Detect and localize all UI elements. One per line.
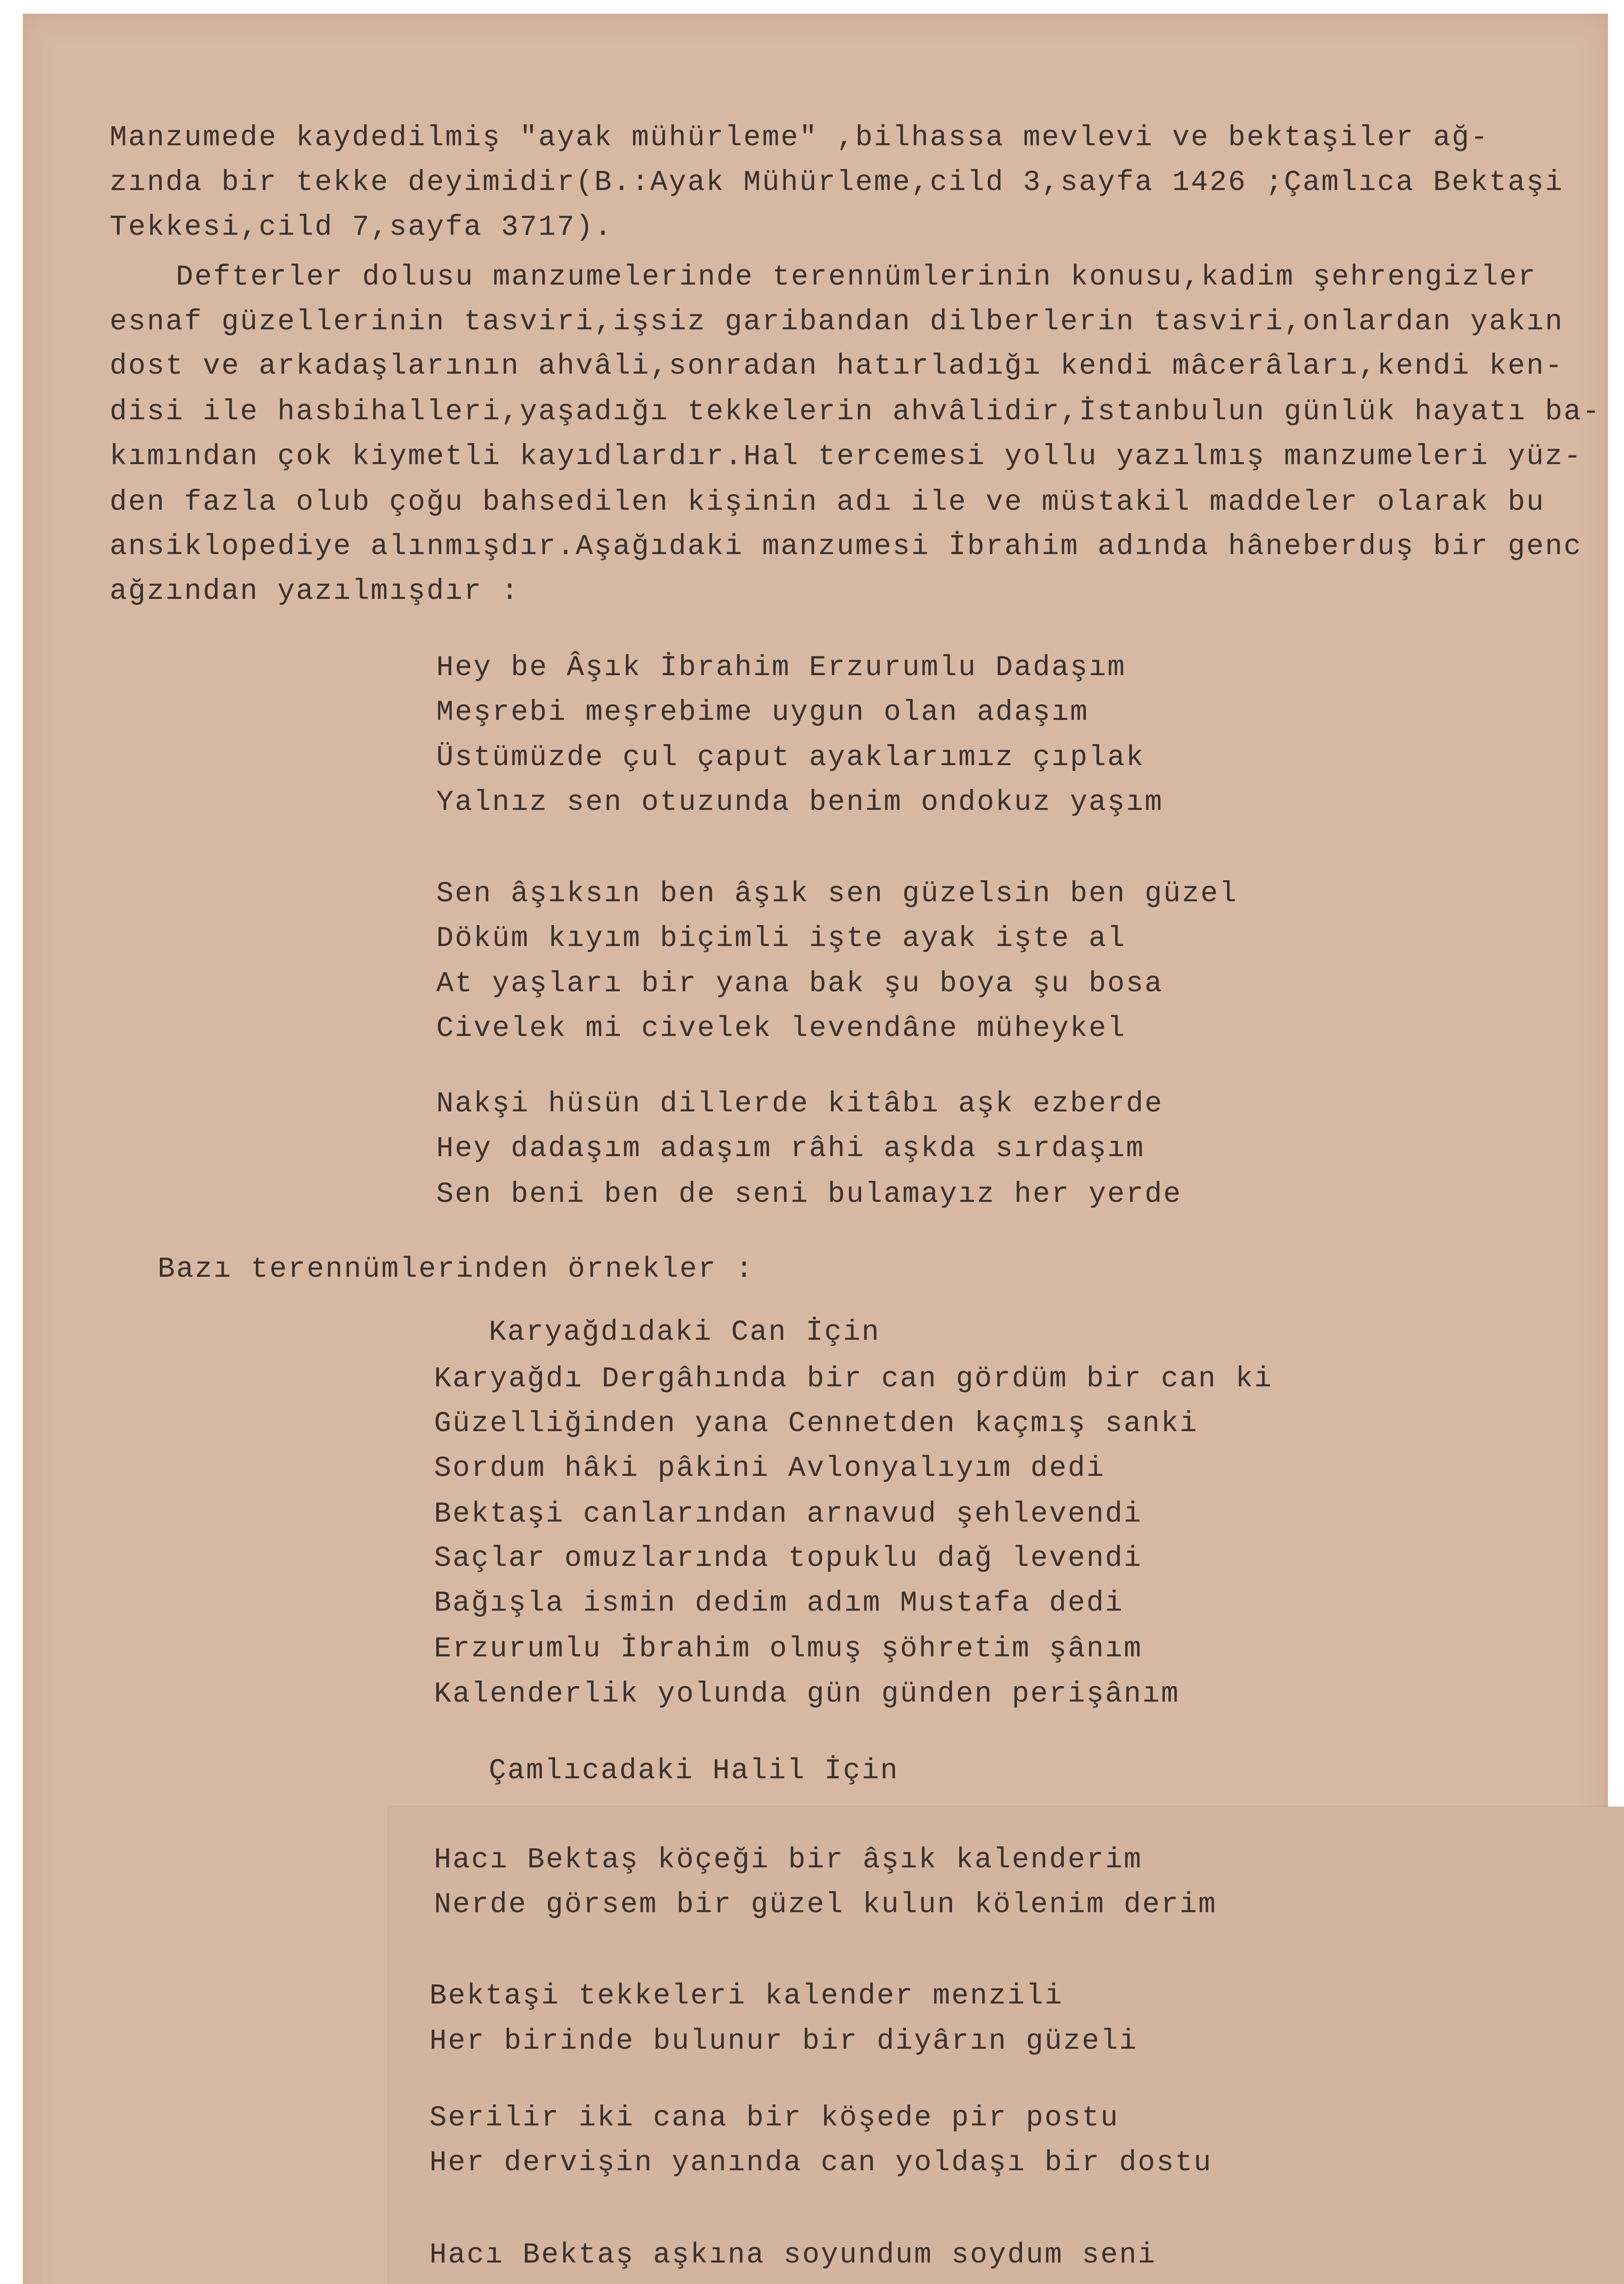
intro-line: esnaf güzellerinin tasviri,işsiz garibandan dilberlerin tasviri,onlardan yakın xyxy=(110,306,1564,338)
poem-line: Döküm kıyım biçimli işte ayak işte al xyxy=(436,922,1126,955)
intro-line: Manzumede kaydedilmiş "ayak mühürleme" ,bilhassa mevlevi ve bektaşiler ağ- xyxy=(110,122,1489,154)
poem-line: Hacı Bektaş aşkına soyundum soydum seni xyxy=(429,2239,1157,2271)
intro-line: dost ve arkadaşlarının ahvâli,sonradan hatırladığı kendi mâcerâları,kendi ken- xyxy=(110,350,1564,382)
poem-line: Bağışla ismin dedim adım Mustafa dedi xyxy=(434,1587,1124,1619)
section-title: Karyağdıdaki Can İçin xyxy=(489,1316,880,1348)
poem-line: Saçlar omuzlarında topuklu dağ levendi xyxy=(434,1542,1143,1575)
poem-line: Hey be Âşık İbrahim Erzurumlu Dadaşım xyxy=(436,651,1126,684)
intro-line: Tekkesi,cild 7,sayfa 3717). xyxy=(110,211,613,243)
poem-line: Kalenderlik yolunda gün günden perişânım xyxy=(434,1678,1180,1710)
intro-line: ansiklopediye alınmışdır.Aşağıdaki manzumesi İbrahim adında hâneberduş bir genc xyxy=(110,530,1582,563)
poem-line: Yalnız sen otuzunda benim ondokuz yaşım xyxy=(436,786,1164,819)
section-title: Çamlıcadaki Halil İçin xyxy=(489,1755,899,1787)
intro-line: kımından çok kiymetli kayıdlardır.Hal tercemesi yollu yazılmış manzumeleri yüz- xyxy=(110,440,1582,473)
poem-line: Erzurumlu İbrahim olmuş şöhretim şânım xyxy=(434,1633,1143,1665)
poem-line: At yaşları bir yana bak şu boya şu bosa xyxy=(436,968,1164,1000)
poem-line: Sordum hâki pâkini Avlonyalıyım dedi xyxy=(434,1452,1106,1485)
intro-line: ağzından yazılmışdır : xyxy=(110,575,520,608)
intro-line: den fazla olub çoğu bahsedilen kişinin adı ile ve müstakil maddeler olarak bu xyxy=(110,486,1545,518)
intro-line: disi ile hasbihalleri,yaşadığı tekkelerin ahvâlidir,İstanbulun günlük hayatı ba- xyxy=(110,396,1601,428)
poem-line: Hey dadaşım adaşım râhi aşkda sırdaşım xyxy=(436,1132,1145,1165)
poem-line: Güzelliğinden yana Cennetden kaçmış sanki xyxy=(434,1407,1199,1440)
poem-line: Sen beni ben de seni bulamayız her yerde xyxy=(436,1178,1182,1211)
poem-line: Üstümüzde çul çaput ayaklarımız çıplak xyxy=(436,741,1145,774)
intro-line: zında bir tekke deyimidir(B.:Ayak Mühürleme,cild 3,sayfa 1426 ;Çamlıca Bektaşi xyxy=(110,166,1564,199)
poem-line: Serilir iki cana bir köşede pir postu xyxy=(429,2102,1119,2134)
poem-line: Sen âşıksın ben âşık sen güzelsin ben güzel xyxy=(436,878,1238,910)
poem-line: Meşrebi meşrebime uygun olan adaşım xyxy=(436,696,1089,729)
poem-line: Civelek mi civelek levendâne müheykel xyxy=(436,1012,1126,1045)
poem-line: Karyağdı Dergâhında bir can gördüm bir can ki xyxy=(434,1363,1273,1395)
poem-line: Her birinde bulunur bir diyârın güzeli xyxy=(429,2025,1138,2057)
poem-line: Her dervişin yanında can yoldaşı bir dostu xyxy=(429,2147,1212,2179)
poem-line: Nerde görsem bir güzel kulun kölenim derim xyxy=(434,1888,1217,1921)
intro-line: Defterler dolusu manzumelerinde terennümlerinin konusu,kadim şehrengizler xyxy=(176,261,1537,293)
poem-line: Hacı Bektaş köçeği bir âşık kalenderim xyxy=(434,1844,1143,1876)
poem-line: Bektaşi tekkeleri kalender menzili xyxy=(429,1980,1063,2012)
poem-line: Nakşi hüsün dillerde kitâbı aşk ezberde xyxy=(436,1088,1164,1120)
examples-heading: Bazı terennümlerinden örnekler : xyxy=(158,1253,754,1285)
poem-line: Bektaşi canlarından arnavud şehlevendi xyxy=(434,1498,1143,1530)
